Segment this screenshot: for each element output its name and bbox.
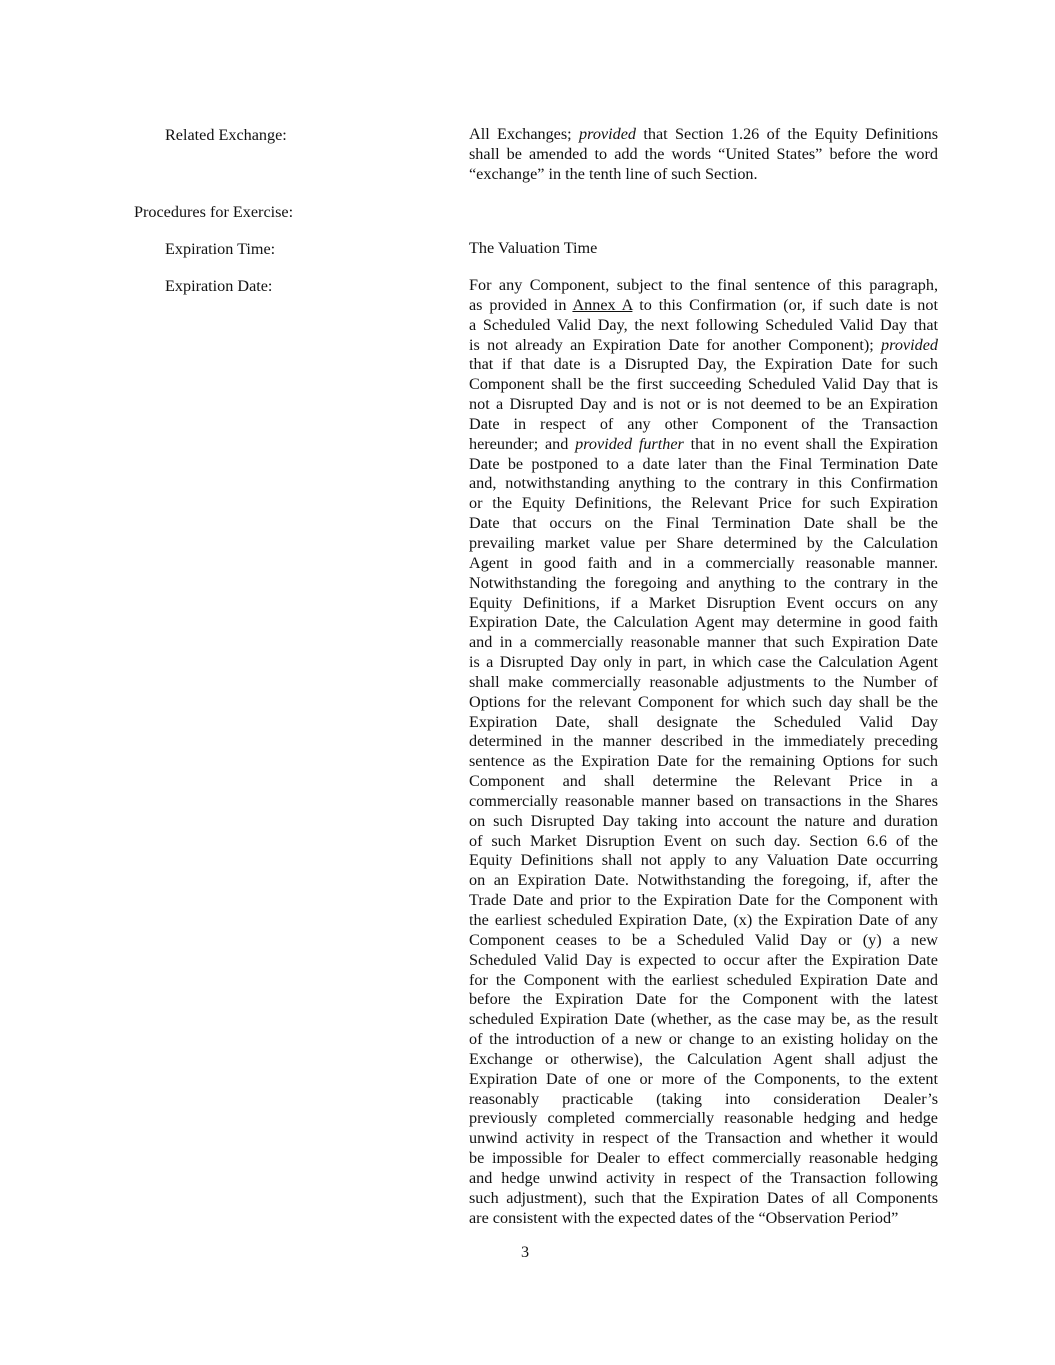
text-run: and, notwithstanding anything to the contrary in this Confirmation xyxy=(469,474,938,493)
text-line xyxy=(469,165,938,185)
text-line xyxy=(469,276,938,296)
text-line xyxy=(469,395,938,415)
text-run: Component and shall determine the Relevant Price in a xyxy=(469,772,938,791)
text-line xyxy=(469,871,938,891)
text-run: Notwithstanding the foregoing and anything to the contrary in the xyxy=(469,573,938,592)
text-run: such adjustment), such that the Expiration Dates of all Components xyxy=(469,1188,938,1207)
text-line xyxy=(469,772,938,792)
text-line xyxy=(469,891,938,911)
term-value-expiration-time xyxy=(469,239,938,259)
text-run: is a Disrupted Day only in part, in which case the Calculation Agent xyxy=(469,653,938,672)
text-run: and in a commercially reasonable manner that such Expiration Date xyxy=(469,633,938,652)
text-run: “exchange” in the tenth line of such Section. xyxy=(469,164,758,183)
text-line xyxy=(469,435,938,455)
text-line xyxy=(469,1189,938,1209)
text-run: Expiration Date, the Calculation Agent may determine in good faith xyxy=(469,613,938,632)
text-run: Agent in good faith and in a commercially reasonable manner. xyxy=(469,553,938,572)
text-line xyxy=(469,375,938,395)
text-run: that in no event shall the Expiration xyxy=(683,434,938,453)
text-run: Scheduled Valid Day is expected to occur after the Expiration Date xyxy=(469,950,938,969)
text-run: Trade Date and prior to the Expiration Date for the Component with xyxy=(469,891,938,910)
text-line xyxy=(469,1090,938,1110)
text-run: Expiration Date, shall designate the Scheduled Valid Day xyxy=(469,712,938,731)
text-line xyxy=(469,455,938,475)
text-run: on an Expiration Date. Notwithstanding the foregoing, if, after the xyxy=(469,871,938,890)
text-line xyxy=(469,494,938,514)
text-run: unwind activity in respect of the Transaction and whether it would xyxy=(469,1129,938,1148)
text-run: is not already an Expiration Date for another Component); xyxy=(469,335,882,354)
text-line xyxy=(469,534,938,554)
text-line xyxy=(469,911,938,931)
text-run: Date that occurs on the Final Termination Date shall be the xyxy=(469,514,938,533)
text-run: on such Disrupted Day taking into account the nature and duration xyxy=(469,811,938,830)
text-line xyxy=(469,792,938,812)
section-heading-procedures-for-exercise: Procedures for Exercise: xyxy=(134,203,294,221)
text-line xyxy=(469,336,938,356)
emphasis-text: provided xyxy=(579,125,636,143)
text-run: Date in respect of any other Component of the Transaction xyxy=(469,414,938,433)
text-run: Expiration Date of one or more of the Components, to the extent xyxy=(469,1069,938,1088)
emphasis-text: provided xyxy=(881,335,938,354)
text-line xyxy=(469,1209,938,1229)
text-line xyxy=(469,971,938,991)
text-run: before the Expiration Date for the Component with the latest xyxy=(469,990,938,1009)
text-line xyxy=(469,613,938,633)
text-run: the earliest scheduled Expiration Date, (x) the Expiration Date of any xyxy=(469,911,938,929)
text-line xyxy=(469,1030,938,1050)
term-value-expiration-date xyxy=(469,276,938,1229)
text-line xyxy=(469,1129,938,1149)
text-run: Date be postponed to a date later than the Final Termination Date xyxy=(469,454,938,473)
term-label-expiration-time: Expiration Time: xyxy=(165,240,276,258)
text-line xyxy=(469,693,938,713)
text-run: as provided in xyxy=(469,295,573,314)
text-line xyxy=(469,732,938,752)
text-run: The Valuation Time xyxy=(469,239,598,257)
text-line xyxy=(469,415,938,435)
text-line xyxy=(469,713,938,733)
text-run: sentence as the Expiration Date for the remaining Options for such xyxy=(469,752,938,771)
text-line xyxy=(469,752,938,772)
text-line xyxy=(469,296,938,316)
text-line xyxy=(469,1070,938,1090)
text-line xyxy=(469,653,938,673)
page-number: 3 xyxy=(521,1243,530,1261)
text-line xyxy=(469,145,938,165)
text-line xyxy=(469,239,938,259)
text-line xyxy=(469,673,938,693)
text-run: commercially reasonable manner based on transactions in the Shares xyxy=(469,791,938,810)
text-line xyxy=(469,474,938,494)
text-line xyxy=(469,633,938,653)
text-line xyxy=(469,832,938,852)
text-line xyxy=(469,1149,938,1169)
text-run: shall make commercially reasonable adjustments to the Number of xyxy=(469,672,938,691)
text-run: shall be amended to add the words “United States” before the word xyxy=(469,144,938,163)
text-run: of such Market Disruption Event on such day. Section 6.6 of the xyxy=(469,831,938,850)
text-line xyxy=(469,990,938,1010)
text-run: that if that date is a Disrupted Day, the Expiration Date for such xyxy=(469,355,938,374)
term-label-related-exchange: Related Exchange: xyxy=(165,126,287,144)
text-line xyxy=(469,514,938,534)
underlined-reference: Annex A xyxy=(572,295,633,314)
text-line xyxy=(469,594,938,614)
text-line xyxy=(469,574,938,594)
text-line xyxy=(469,554,938,574)
text-run: All Exchanges; xyxy=(469,125,580,143)
text-line xyxy=(469,1050,938,1070)
text-run: Component shall be the first succeeding Scheduled Valid Day that is xyxy=(469,375,938,394)
text-run: be impossible for Dealer to effect commercially reasonable hedging xyxy=(469,1149,938,1168)
text-line xyxy=(469,1109,938,1129)
text-run: for the Component with the earliest scheduled Expiration Date and xyxy=(469,970,938,989)
text-run: reasonably practicable (taking into consideration Dealer’s xyxy=(469,1089,938,1108)
text-run: or the Equity Definitions, the Relevant Price for such Expiration xyxy=(469,494,938,513)
text-run: determined in the manner described in the immediately preceding xyxy=(469,732,938,751)
text-run: that Section 1.26 of the Equity Definitions xyxy=(636,125,938,143)
term-value-related-exchange xyxy=(469,125,938,185)
text-line xyxy=(469,851,938,871)
emphasis-text: provided further xyxy=(575,434,684,453)
text-run: are consistent with the expected dates of the “Observation Period” xyxy=(469,1208,899,1227)
text-run: prevailing market value per Share determined by the Calculation xyxy=(469,533,938,552)
text-line xyxy=(469,316,938,336)
text-line xyxy=(469,951,938,971)
text-run: Component ceases to be a Scheduled Valid Day or (y) a new xyxy=(469,930,938,949)
text-run: hereunder; and xyxy=(469,434,576,453)
text-run: of the introduction of a new or change to an existing holiday on the xyxy=(469,1030,938,1049)
term-label-expiration-date: Expiration Date: xyxy=(165,277,273,295)
text-run: a Scheduled Valid Day, the next following Scheduled Valid Day that xyxy=(469,315,938,334)
text-line xyxy=(469,355,938,375)
text-run: not a Disrupted Day and is not or is not deemed to be an Expiration xyxy=(469,395,938,414)
text-run: Equity Definitions shall not apply to any Valuation Date occurring xyxy=(469,851,938,870)
text-run: scheduled Expiration Date (whether, as the case may be, as the result xyxy=(469,1010,938,1029)
text-run: to this Confirmation (or, if such date is not xyxy=(632,295,938,314)
text-line xyxy=(469,1169,938,1189)
text-run: and hedge unwind activity in respect of the Transaction following xyxy=(469,1168,938,1187)
text-line xyxy=(469,931,938,951)
text-line xyxy=(469,1010,938,1030)
text-run: Exchange or otherwise), the Calculation Agent shall adjust the xyxy=(469,1049,938,1068)
text-run: Equity Definitions, if a Market Disruption Event occurs on any xyxy=(469,593,938,612)
text-run: previously completed commercially reasonable hedging and hedge xyxy=(469,1109,938,1128)
text-run: Options for the relevant Component for which such day shall be the xyxy=(469,692,938,711)
text-line xyxy=(469,125,938,145)
text-run: For any Component, subject to the final sentence of this paragraph, xyxy=(469,276,938,294)
text-line xyxy=(469,812,938,832)
